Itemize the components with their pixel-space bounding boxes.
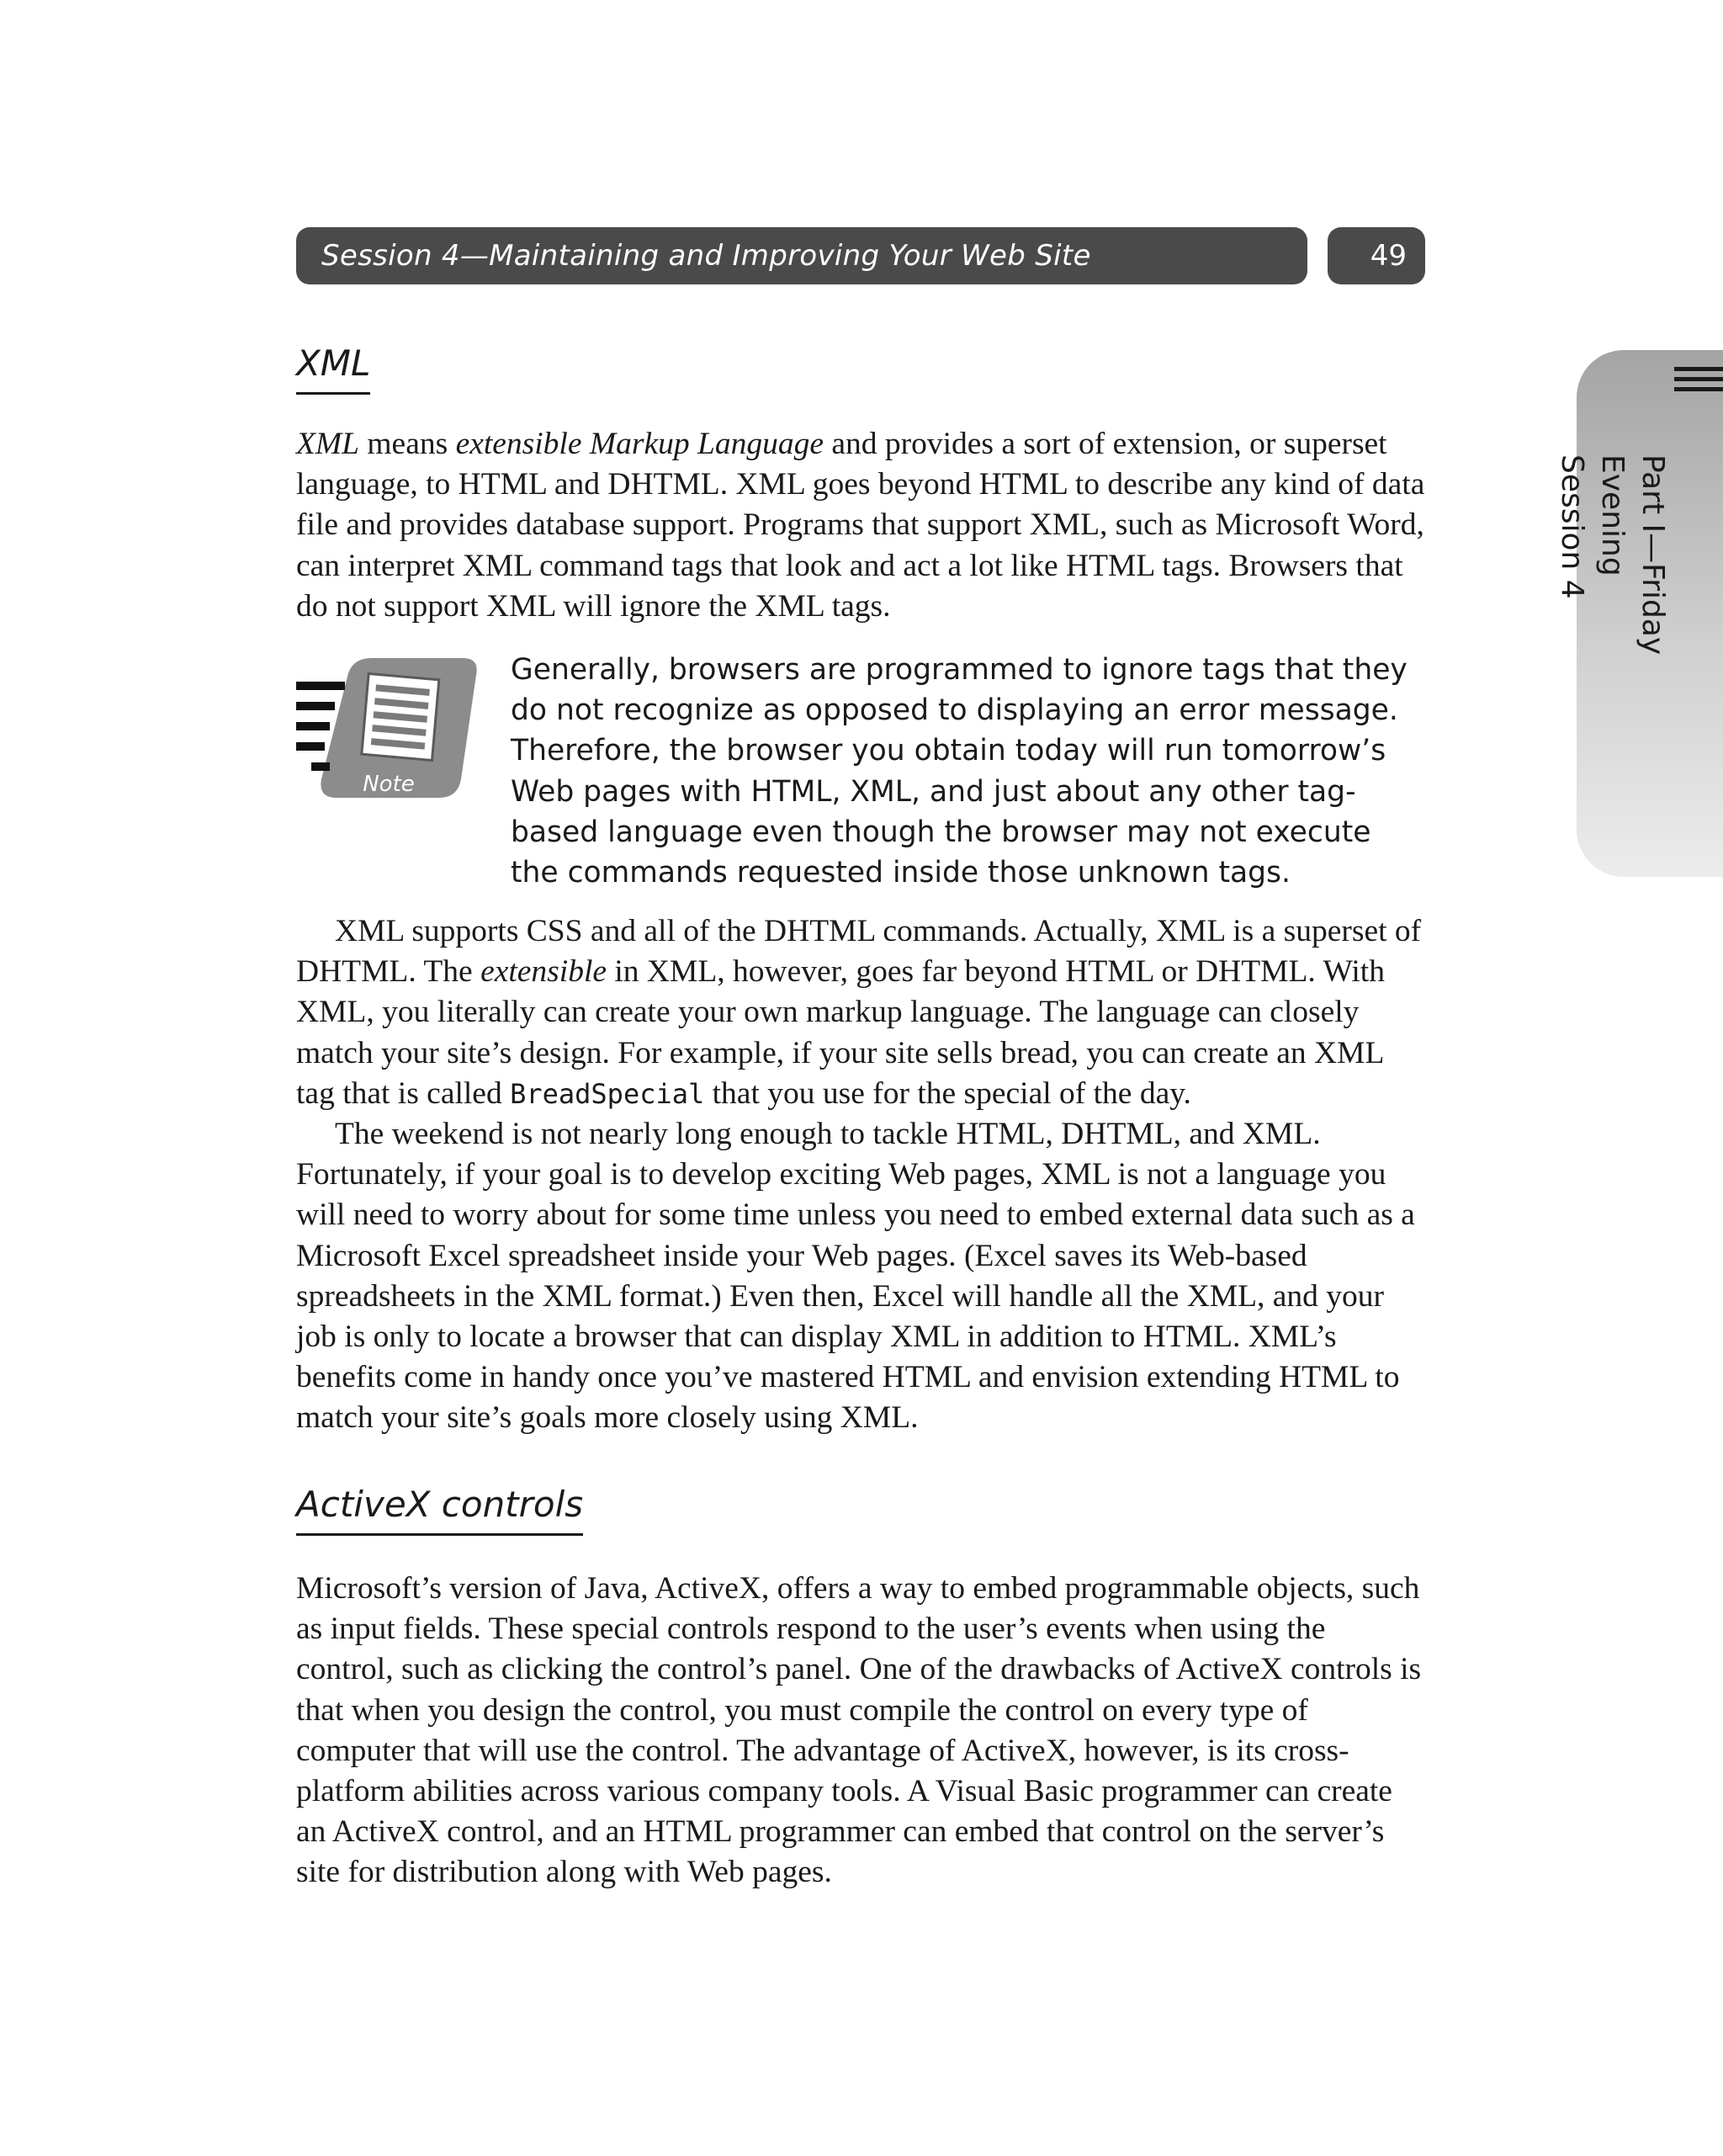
section-heading-activex: ActiveX controls: [296, 1481, 583, 1536]
xml-paragraph-2: XML supports CSS and all of the DHTML commands. Actually, XML is a superset of DHTML. The extensible in XML, however, goes far beyond HTML or DHTML. With XML, you literally can create your own markup language. The language can closely match your site’s design. For example, if your site sells bread, you can create an XML tag that is called BreadSpecial that you use for the special of the day.: [296, 914, 1422, 1111]
session-title: Session 4—Maintaining and Improving Your Web Site: [321, 239, 1091, 273]
activex-paragraph: Microsoft’s version of Java, ActiveX, offers a way to embed programmable objects, such as input fields. These special controls respond to the user’s events when using the control, such as clicking the control’s panel. One of the drawbacks of ActiveX controls is that when you design the control, you must compile the control on every type of computer that will use the control. The advantage of ActiveX, however, is its cross-platform abilities across various company tools. A Visual Basic programmer can create an ActiveX control, and an HTML programmer can embed that control on the server’s site for distribution along with Web pages.: [296, 1571, 1422, 1890]
xml-expansion: extensible Markup Language: [455, 427, 824, 461]
note-icon-label: Note: [363, 772, 415, 797]
note-text: Generally, browsers are programmed to ignore tags that they do not recognize as opposed to displaying an error message. Therefore, the browser you obtain today will run tomorrow’s Web pages with HTML, XML, and just about any other tag-based language even though the browser may not execute the commands requested inside those unknown tags.: [511, 653, 1408, 890]
emphasis-extensible: extensible: [480, 954, 607, 990]
xml-intro-paragraph: XML means extensible Markup Language and provides a sort of extension, or superset language, to HTML and DHTML. XML goes beyond HTML to describe any kind of data file and provides database support. Programs that support XML, such as Microsoft Word, can interpret XML command tags that look and act a lot like HTML tags. Browsers that do not support XML will ignore the XML tags.: [296, 427, 1425, 624]
tab-rule-lines: [1674, 367, 1723, 401]
part-label: Part I—Friday Evening: [1595, 454, 1670, 656]
section-heading-xml: XML: [296, 340, 370, 395]
xml-body-paragraphs: [296, 911, 1428, 1439]
part-session-label: [1555, 454, 1673, 774]
page-number: 49: [1370, 239, 1407, 273]
running-header: [296, 227, 1307, 284]
code-breadspecial: BreadSpecial: [510, 1077, 705, 1110]
page-number-box: [1328, 227, 1425, 284]
xml-term: XML: [296, 427, 359, 461]
xml-paragraph-3: The weekend is not nearly long enough to tackle HTML, DHTML, and XML. Fortunately, if your goal is to develop exciting Web pages, XML is not a language you will need to worry about for some time unless you need to embed external data such as a Microsoft Excel spreadsheet inside your Web pages. (Excel saves its Web-based spreadsheets in the XML format.) Even then, Excel will handle all the XML, and your job is only to locate a browser that can display XML in addition to HTML. XML’s benefits come in handy once you’ve mastered HTML and envision extending HTML to match your site’s goals more closely using XML.: [296, 1117, 1415, 1436]
session-label: Session 4: [1555, 454, 1589, 599]
note-icon: [296, 656, 480, 799]
